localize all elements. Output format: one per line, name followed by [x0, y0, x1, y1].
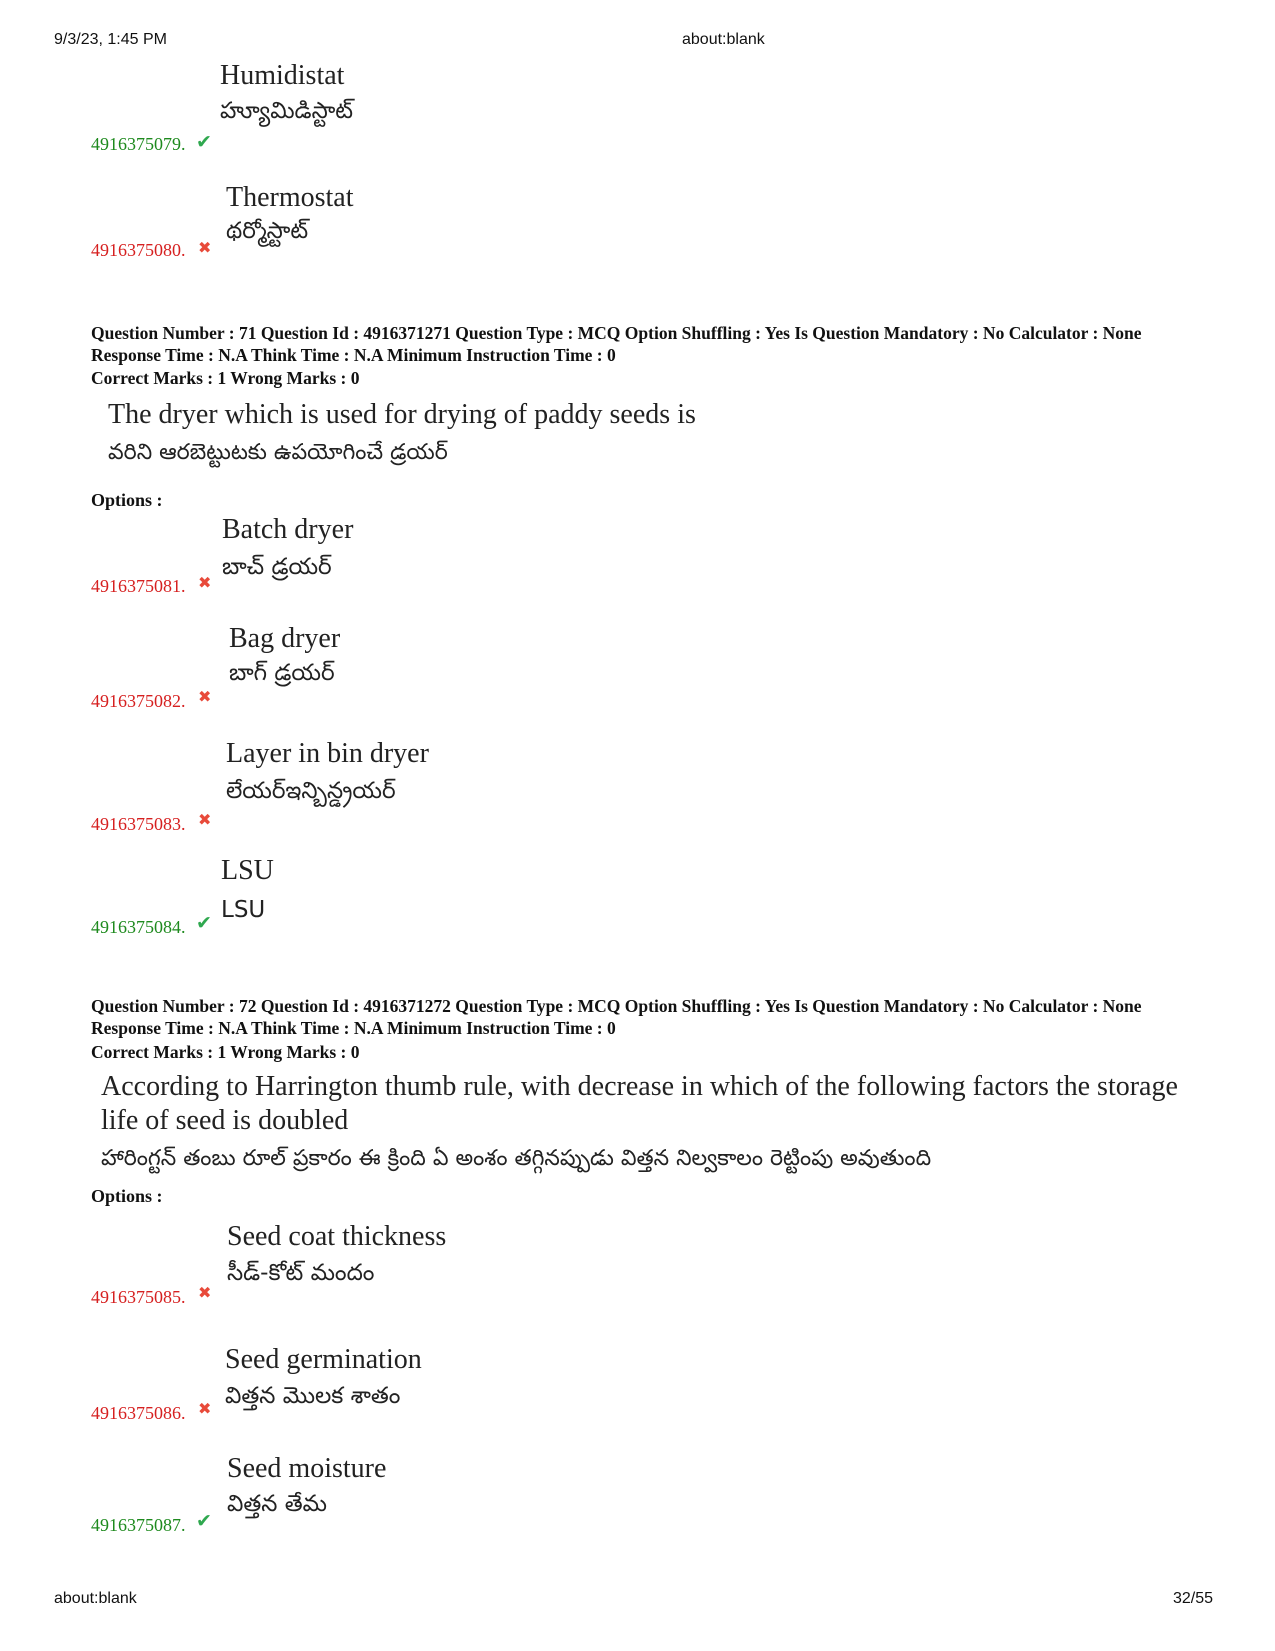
option-id: 4916375079.: [91, 134, 186, 154]
option-id: 4916375086.: [91, 1403, 186, 1423]
question-text-te: హారింగ్టన్ తంబు రూల్ ప్రకారం ఈ క్రింది ఏ అంశం తగ్గినప్పుడు విత్తన నిల్వకాలం రెట్టింపు అవుతుంది: [101, 1146, 932, 1171]
question-text-te: వరిని ఆరబెట్టుటకు ఉపయోగించే డ్రయర్: [108, 440, 448, 465]
question-meta: Question Number : 72 Question Id : 4916371272 Question Type : MCQ Option Shuffling : Yes Is Question Mandatory : No Calculator : None Response Time : N.A Think Time : N.A Minimum Instruction Time : 0: [91, 996, 1142, 1038]
option-id: 4916375082.: [91, 691, 186, 711]
option-text-en: LSU: [221, 855, 274, 886]
option-text-en: Seed coat thickness: [227, 1221, 447, 1252]
question-text-en: The dryer which is used for drying of paddy seeds is: [108, 399, 696, 430]
option-text-te: బాగ్ డ్రయర్: [229, 660, 335, 686]
options-label: Options :: [91, 1186, 163, 1206]
option-text-te: బాచ్ డ్రయర్: [222, 554, 332, 580]
option-text-te: థర్మోస్టాట్: [226, 218, 309, 244]
cross-icon: ✖: [198, 687, 212, 706]
cross-icon: ✖: [198, 1399, 212, 1418]
options-label: Options :: [91, 490, 163, 510]
option-text-te: విత్తన మొలక శాతం: [225, 1383, 401, 1409]
option-text-en: Humidistat: [220, 60, 345, 91]
option-text-en: Seed germination: [225, 1344, 422, 1375]
option-text-en: Batch dryer: [222, 514, 354, 545]
option-text-en: Thermostat: [226, 182, 354, 213]
option-text-te: హ్యూమిడిస్టాట్: [220, 98, 354, 124]
option-text-en: Seed moisture: [227, 1453, 387, 1484]
print-datetime: 9/3/23, 1:45 PM: [54, 31, 167, 48]
question-marks: Correct Marks : 1 Wrong Marks : 0: [91, 368, 360, 388]
option-id: 4916375087.: [91, 1515, 186, 1535]
option-id: 4916375083.: [91, 814, 186, 834]
option-id: 4916375085.: [91, 1287, 186, 1307]
check-icon: ✔: [196, 131, 212, 153]
cross-icon: ✖: [198, 238, 212, 257]
option-id: 4916375081.: [91, 576, 186, 596]
page-number: 32/55: [1173, 1590, 1214, 1607]
option-text-te: లేయర్ఇన్బిన్డ్రయర్: [226, 778, 396, 804]
option-text-te: LSU: [221, 897, 266, 923]
print-page-title: about:blank: [682, 31, 765, 48]
option-text-te: విత్తన తేమ: [227, 1491, 327, 1517]
cross-icon: ✖: [198, 810, 212, 829]
option-id: 4916375080.: [91, 240, 186, 260]
cross-icon: ✖: [198, 573, 212, 592]
question-marks: Correct Marks : 1 Wrong Marks : 0: [91, 1042, 360, 1062]
option-id: 4916375084.: [91, 917, 186, 937]
option-text-te: సీడ్-కోట్ మందం: [227, 1260, 375, 1286]
question-text-en: According to Harrington thumb rule, with decrease in which of the following factors the storage life of seed is doubled: [101, 1071, 1178, 1136]
option-text-en: Bag dryer: [229, 623, 341, 654]
cross-icon: ✖: [198, 1283, 212, 1302]
question-meta: Question Number : 71 Question Id : 4916371271 Question Type : MCQ Option Shuffling : Yes Is Question Mandatory : No Calculator : None Response Time : N.A Think Time : N.A Minimum Instruction Time : 0: [91, 323, 1142, 365]
option-text-en: Layer in bin dryer: [226, 738, 429, 769]
check-icon: ✔: [196, 912, 212, 934]
footer-url: about:blank: [54, 1590, 137, 1607]
check-icon: ✔: [196, 1510, 212, 1532]
